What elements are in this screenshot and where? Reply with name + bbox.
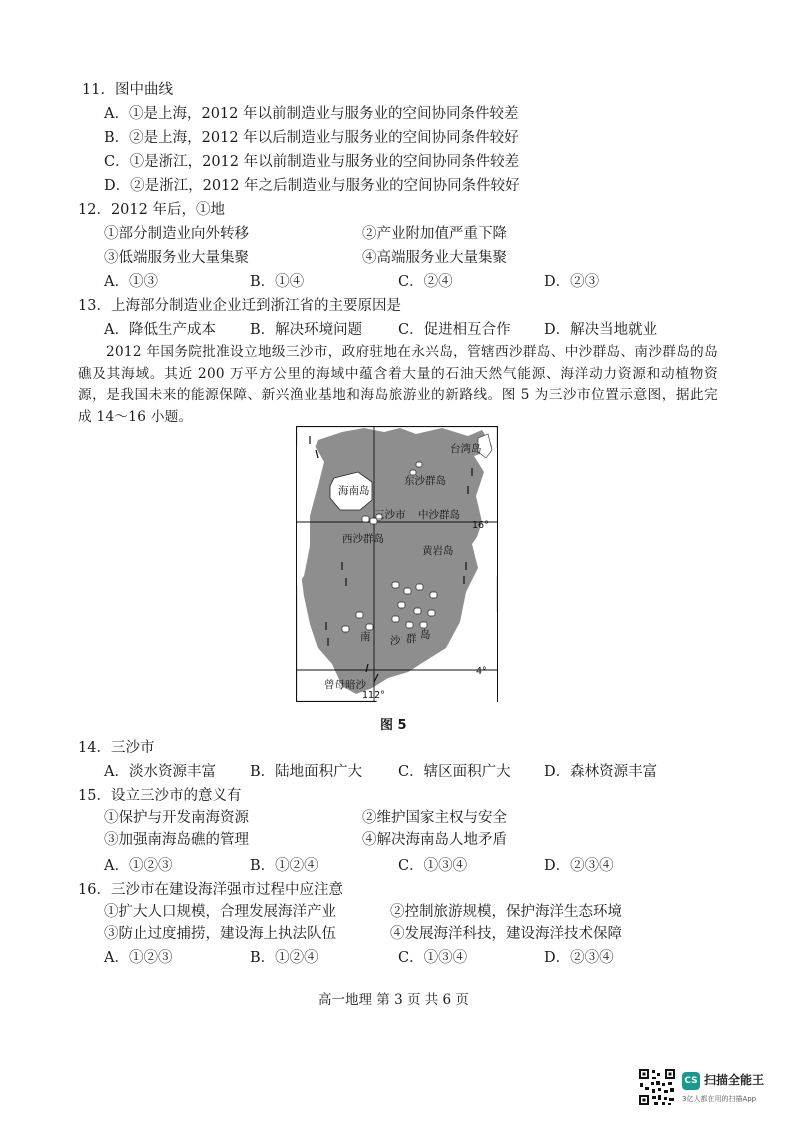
scanner-watermark [638, 1068, 788, 1112]
label-huangyan: 黄岩岛 [422, 545, 454, 557]
q15-statement-3: ③加强南海岛礁的管理 [104, 832, 249, 848]
q12-option-b: B．①④ [250, 274, 305, 290]
label-sansha: 三沙市 [374, 509, 406, 521]
q16-statement-1: ①扩大人口规模，合理发展海洋产业 [104, 904, 336, 920]
scanner-tagline: 3亿人都在用的扫描App [682, 1095, 757, 1103]
label-xisha: 西沙群岛 [342, 533, 384, 545]
q15-statement-1: ①保护与开发南海资源 [104, 810, 249, 826]
figure-caption: 图 5 [380, 718, 407, 733]
q14-option-c: C．辖区面积广大 [398, 764, 511, 780]
q12-stem: 12．2012 年后，①地 [78, 202, 225, 218]
q16-stem: 16．三沙市在建设海洋强市过程中应注意 [78, 882, 343, 898]
q13-option-c: C．促进相互合作 [398, 322, 511, 338]
label-nansha-4: 岛 [420, 629, 431, 641]
reading-passage [78, 342, 718, 428]
q15-statement-2: ②维护国家主权与安全 [362, 810, 507, 826]
page-footer: 高一地理 第 3 页 共 6 页 [318, 992, 469, 1008]
q12-option-c: C．②④ [398, 274, 453, 290]
q12-option-d: D．②③ [544, 274, 600, 290]
q12-statement-2: ②产业附加值严重下降 [362, 226, 507, 242]
q11-option-c: C．①是浙江，2012 年以前制造业与服务业的空间协同条件较差 [104, 154, 520, 170]
q11-option-b: B．②是上海，2012 年以后制造业与服务业的空间协同条件较好 [104, 130, 519, 146]
camscanner-logo-icon: CS [682, 1072, 700, 1090]
q12-statement-4: ④高端服务业大量集聚 [362, 250, 507, 266]
label-nansha-2: 沙 [390, 635, 401, 647]
q15-option-c: C．①③④ [398, 858, 468, 874]
label-zhongsha: 中沙群岛 [418, 509, 460, 521]
q16-statement-4: ④发展海洋科技，建设海洋技术保障 [390, 926, 622, 942]
q16-statement-3: ③防止过度捕捞，建设海上执法队伍 [104, 926, 336, 942]
q14-option-d: D．森林资源丰富 [544, 764, 658, 780]
q15-option-b: B．①②④ [250, 858, 319, 874]
q13-option-b: B．解决环境问题 [250, 322, 363, 338]
q11-stem: 11．图中曲线 [82, 82, 173, 98]
q15-option-a: A．①②③ [104, 858, 173, 874]
q11-option-d: D．②是浙江，2012 年之后制造业与服务业的空间协同条件较好 [104, 178, 520, 194]
label-lat-16: 16° [472, 520, 489, 531]
label-lat-4: 4° [476, 666, 487, 677]
label-taiwan: 台湾岛 [450, 443, 482, 455]
q13-option-a: A．降低生产成本 [104, 322, 216, 338]
q12-statement-1: ①部分制造业向外转移 [104, 226, 249, 242]
q13-option-d: D．解决当地就业 [544, 322, 658, 338]
label-nansha-3: 群 [406, 633, 417, 645]
q14-option-a: A．淡水资源丰富 [104, 764, 216, 780]
q16-option-a: A．①②③ [104, 950, 173, 966]
q14-stem: 14．三沙市 [78, 740, 155, 756]
q16-option-d: D．②③④ [544, 950, 614, 966]
map-svg [296, 426, 498, 702]
label-lon-112: 112° [362, 690, 385, 701]
q16-option-c: C．①③④ [398, 950, 468, 966]
label-dongsha: 东沙群岛 [404, 475, 446, 487]
label-nansha-1: 南 [360, 631, 371, 643]
q12-statement-3: ③低端服务业大量集聚 [104, 250, 249, 266]
q16-option-b: B．①②④ [250, 950, 319, 966]
scanner-app-name: 扫描全能王 [704, 1073, 765, 1087]
sansha-location-map [296, 426, 498, 702]
label-zengmu: 曾母暗沙 [324, 679, 366, 691]
q15-stem: 15．设立三沙市的意义有 [78, 788, 242, 804]
passage-text: 2012 年国务院批准设立地级三沙市，政府驻地在永兴岛，管辖西沙群岛、中沙群岛、南沙群岛的岛礁及其海域。其近 200 万平方公里的海域中蕴含着大量的石油天然气能源、海洋动力资源和动植物资源，是我国未来的能源保障、新兴渔业基地和海岛旅游业的新路线。图 5 为三沙市位置示意图，据此完成 14～16 小题。 [78, 344, 718, 425]
q11-option-a: A．①是上海，2012 年以前制造业与服务业的空间协同条件较差 [104, 106, 519, 122]
q15-statement-4: ④解决海南岛人地矛盾 [362, 832, 507, 848]
label-hainan: 海南岛 [338, 485, 370, 497]
q15-option-d: D．②③④ [544, 858, 614, 874]
q16-statement-2: ②控制旅游规模，保护海洋生态环境 [390, 904, 622, 920]
q14-option-b: B．陆地面积广大 [250, 764, 363, 780]
qr-code-icon [638, 1068, 676, 1106]
q12-option-a: A．①③ [104, 274, 158, 290]
q13-stem: 13．上海部分制造业企业迁到浙江省的主要原因是 [78, 298, 401, 314]
